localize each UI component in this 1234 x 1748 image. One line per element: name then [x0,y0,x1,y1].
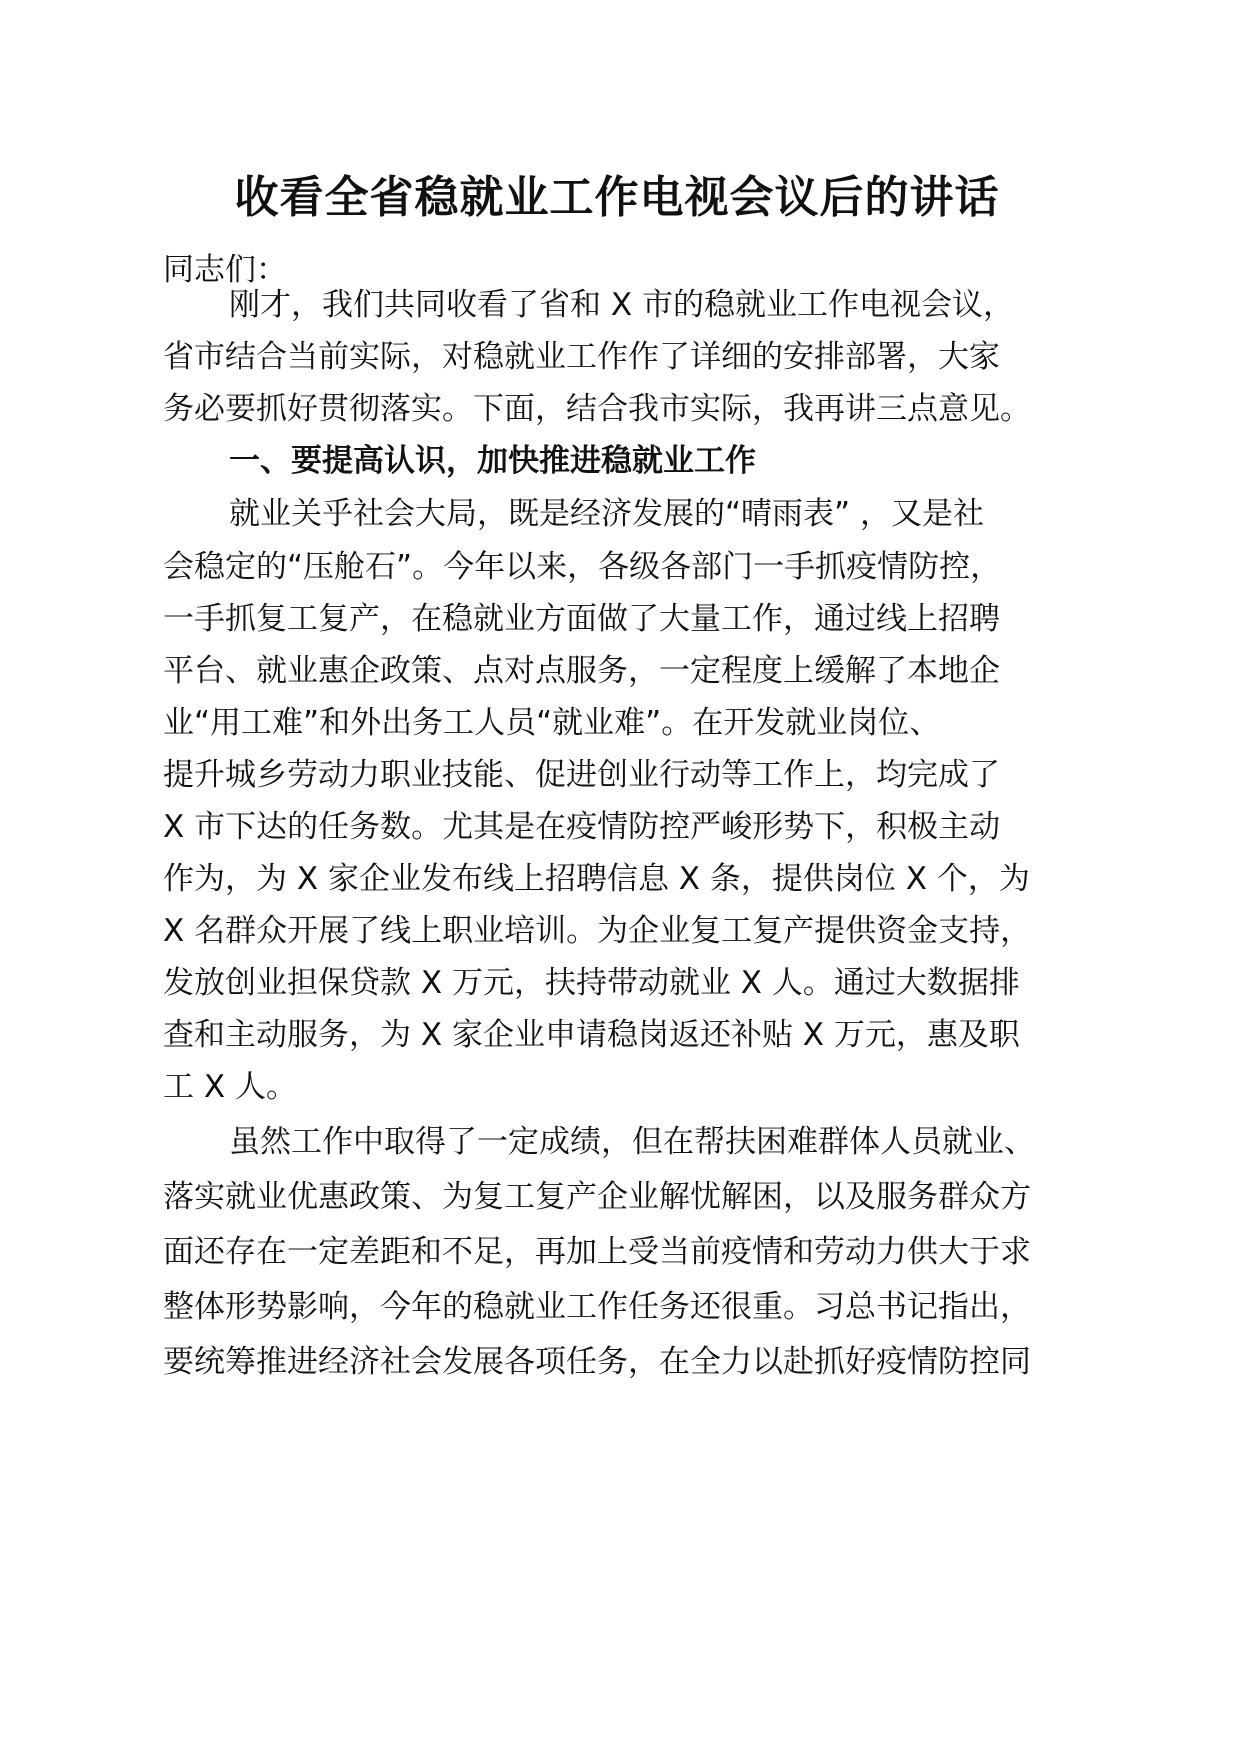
text-line: 面还存在一定差距和不足，再加上受当前疫情和劳动力供大于求 [163,1234,1031,1270]
text-line: 就业关乎社会大局，既是经济发展的“晴雨表” ，又是社 [229,496,984,532]
section-heading: 一、要提高认识，加快推进稳就业工作 [229,443,756,479]
text-line: 务必要抓好贯彻落实。下面，结合我市实际，我再讲三点意见。 [163,391,1031,427]
text-line: 要统筹推进经济社会发展各项任务，在全力以赴抓好疫情防控同 [163,1344,1031,1380]
text-line: 作为，为 X 家企业发布线上招聘信息 X 条，提供岗位 X 个，为 [163,861,1030,897]
text-line: 整体形势影响，今年的稳就业工作任务还很重。习总书记指出， [163,1289,1031,1325]
text-line: 省市结合当前实际，对稳就业工作作了详细的安排部署，大家 [163,339,1000,375]
text-line: 刚才，我们共同收看了省和 X 市的稳就业工作电视会议， [229,287,1014,323]
document-title: 收看全省稳就业工作电视会议后的讲话 [234,172,1000,223]
text-line: 发放创业担保贷款 X 万元，扶持带动就业 X 人。通过大数据排 [163,965,1020,1001]
salutation: 同志们： [163,252,287,288]
text-line: 一手抓复工复产，在稳就业方面做了大量工作，通过线上招聘 [163,601,1000,637]
text-line: X 市下达的任务数。尤其是在疫情防控严峻形势下，积极主动 [163,809,1001,845]
text-line: 查和主动服务，为 X 家企业申请稳岗返还补贴 X 万元，惠及职 [163,1017,1020,1053]
text-line: 虽然工作中取得了一定成绩，但在帮扶困难群体人员就业、 [229,1124,1035,1160]
text-line: 落实就业优惠政策、为复工复产企业解忧解困，以及服务群众方 [163,1179,1031,1215]
text-line: 业“用工难”和外出务工人员“就业难”。在开发就业岗位、 [163,705,941,741]
text-line: 平台、就业惠企政策、点对点服务，一定程度上缓解了本地企 [163,653,1000,689]
text-line: 会稳定的“压舱石”。今年以来，各级各部门一手抓疫情防控， [163,549,1002,585]
text-line: 提升城乡劳动力职业技能、促进创业行动等工作上，均完成了 [163,757,1000,793]
text-line: 工 X 人。 [163,1069,297,1105]
text-line: X 名群众开展了线上职业培训。为企业复工复产提供资金支持， [163,913,1032,949]
